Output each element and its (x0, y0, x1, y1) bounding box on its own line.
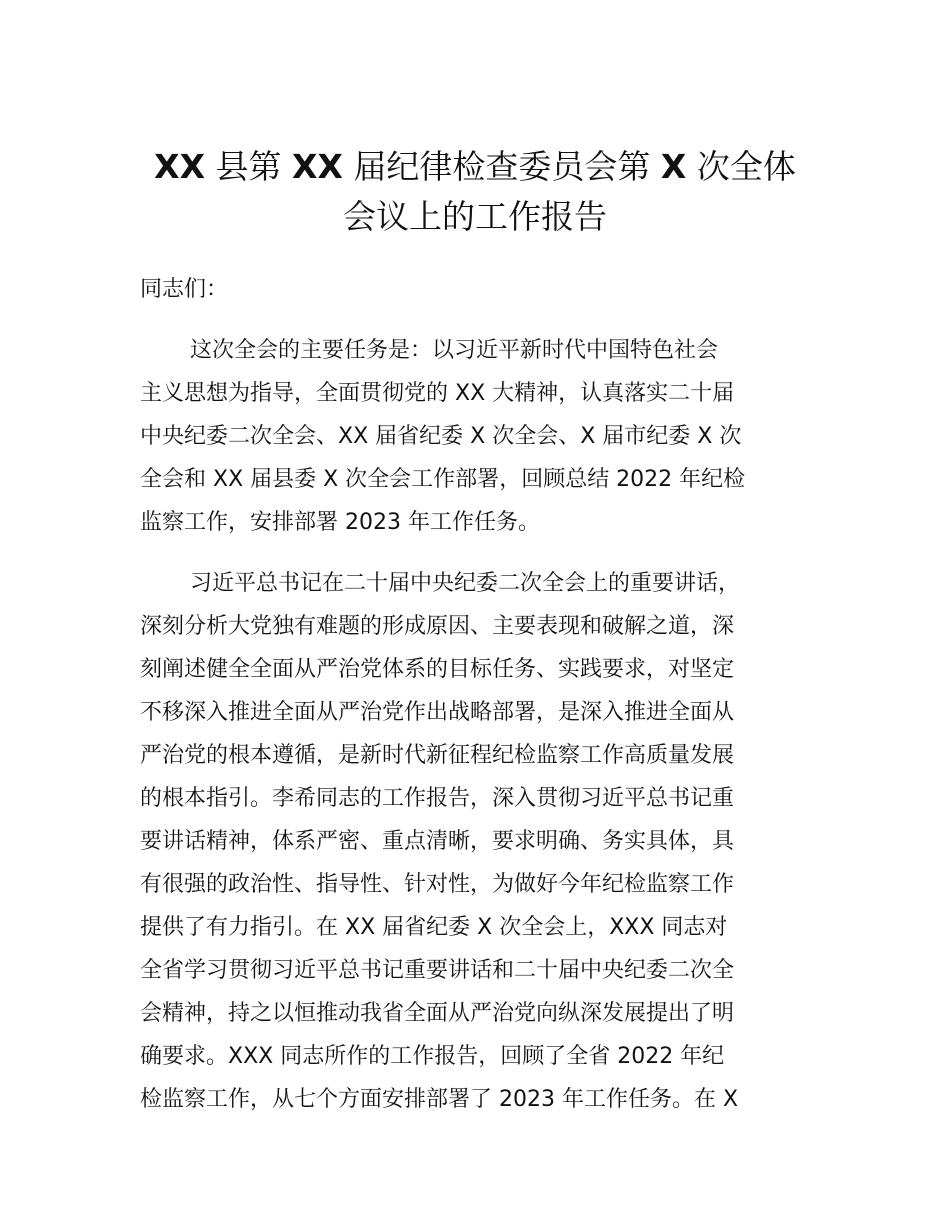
paragraph-line: 这次全会的主要任务是：以习近平新时代中国特色社会 (190, 338, 719, 363)
title-segment: XX (154, 147, 206, 186)
paragraph-line: 习近平总书记在二十届中央纪委二次全会上的重要讲话， (190, 571, 741, 596)
paragraph-line: 深刻分析大党独有难题的形成原因、主要表现和破解之道，深 (140, 614, 735, 639)
body-paragraph-1 (140, 329, 820, 544)
report-title-line-2: 会议上的工作报告 (343, 197, 607, 236)
paragraph-line: 不移深入推进全面从严治党作出战略部署，是深入推进全面从 (140, 700, 735, 725)
title-segment: 县第 (205, 147, 293, 186)
paragraph-line: 全会和 XX 届县委 X 次全会工作部署，回顾总结 2022 年纪检 (140, 467, 746, 492)
paragraph-line: 严治党的根本遵循，是新时代新征程纪检监察工作高质量发展 (140, 743, 735, 768)
title-segment: X (660, 147, 687, 186)
paragraph-line: 刻阐述健全全面从严治党体系的目标任务、实践要求，对坚定 (140, 657, 735, 682)
paragraph-line: 要讲话精神，体系严密、重点清晰，要求明确、务实具体，具 (140, 829, 735, 854)
title-segment: 届纪律检查委员会第 (342, 147, 661, 186)
salutation: 同志们： (140, 277, 229, 302)
paragraph-line: 确要求。XXX 同志所作的工作报告，回顾了全省 2022 年纪 (140, 1044, 725, 1069)
title-segment: XX (292, 147, 343, 186)
paragraph-line: 的根本指引。李希同志的工作报告，深入贯彻习近平总书记重 (140, 786, 735, 811)
paragraph-line: 中央纪委二次全会、XX 届省纪委 X 次全会、X 届市纪委 X 次 (140, 424, 742, 449)
paragraph-line: 主义思想为指导，全面贯彻党的 XX 大精神，认真落实二十届 (140, 381, 735, 406)
paragraph-line: 提供了有力指引。在 XX 届省纪委 X 次全会上，XXX 同志对 (140, 915, 728, 940)
paragraph-line: 检监察工作，从七个方面安排部署了 2023 年工作任务。在 X (140, 1087, 739, 1112)
body-paragraph-2 (140, 562, 820, 1121)
report-title-line-1 (140, 142, 810, 192)
paragraph-line: 有很强的政治性、指导性、针对性，为做好今年纪检监察工作 (140, 872, 735, 897)
paragraph-line: 会精神，持之以恒推动我省全面从严治党向纵深发展提出了明 (140, 1001, 735, 1026)
paragraph-line: 监察工作，安排部署 2023 年工作任务。 (140, 510, 540, 535)
title-segment: 次全体 (686, 147, 796, 186)
paragraph-line: 全省学习贯彻习近平总书记重要讲话和二十届中央纪委二次全 (140, 958, 735, 983)
